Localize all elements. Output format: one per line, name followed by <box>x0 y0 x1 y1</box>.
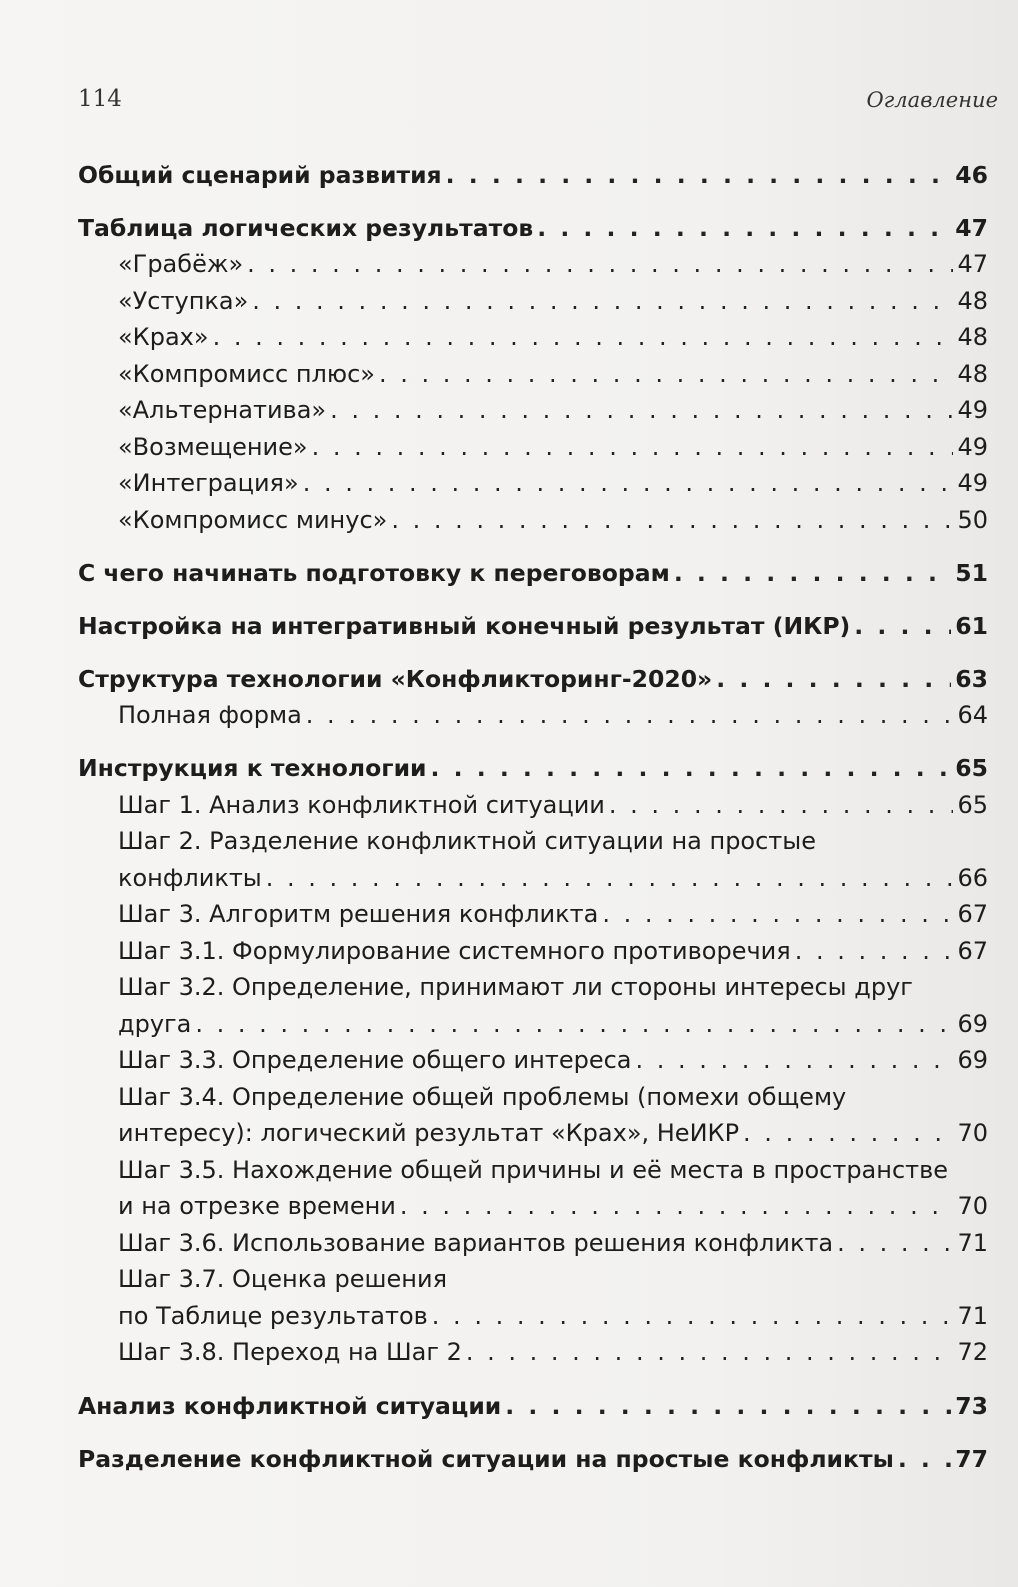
toc-entry-title: «Грабёж» <box>118 250 244 278</box>
toc-entry-page: 49 <box>957 433 988 461</box>
toc-entry-title: Структура технологии «Конфликторинг-2020» <box>78 665 713 693</box>
toc-entry-title: друга <box>118 1010 192 1038</box>
toc-entry-page: 69 <box>957 1010 988 1038</box>
leader-dots <box>379 356 953 393</box>
toc-entry-title: Анализ конфликтной ситуации <box>78 1392 502 1420</box>
toc-entry <box>78 555 988 592</box>
toc-entry-page: 70 <box>957 1192 988 1220</box>
toc-entry-page: 70 <box>957 1119 988 1147</box>
leader-dots <box>446 157 952 194</box>
leader-dots <box>716 661 951 698</box>
toc-entry-page: 71 <box>957 1229 988 1257</box>
toc-entry-title: конфликты <box>118 864 262 892</box>
leader-dots <box>306 697 954 734</box>
toc-entry <box>118 465 988 502</box>
toc-entry-title: по Таблице результатов <box>118 1302 428 1330</box>
toc-entry-title-line1: Шаг 3.2. Определение, принимают ли стороны интересы друг <box>118 973 913 1001</box>
leader-dots <box>837 1225 953 1262</box>
toc-entry <box>118 319 988 356</box>
leader-dots <box>195 1006 953 1043</box>
leader-dots <box>431 750 952 787</box>
toc-entry <box>118 356 988 393</box>
toc-entry-page: 73 <box>955 1392 988 1420</box>
page-header <box>78 86 998 120</box>
toc-entry <box>118 1006 988 1043</box>
leader-dots <box>266 860 954 897</box>
leader-dots <box>795 933 954 970</box>
toc-entry <box>78 210 988 247</box>
toc-entry-title: Шаг 3.6. Использование вариантов решения конфликта <box>118 1229 834 1257</box>
leader-dots <box>213 319 954 356</box>
toc-entry-title: «Альтернатива» <box>118 396 327 424</box>
toc-entry-title-line1: Шаг 3.5. Нахождение общей причины и её места в пространстве <box>118 1156 949 1184</box>
toc-entry <box>118 860 988 897</box>
leader-dots <box>252 283 953 320</box>
toc-entry <box>118 1225 988 1262</box>
toc-entry-title: Полная форма <box>118 701 302 729</box>
toc-entry-page: 66 <box>957 864 988 892</box>
toc-entry-title: Разделение конфликтной ситуации на простые конфликты <box>78 1445 894 1473</box>
leader-dots <box>400 1188 954 1225</box>
toc-entry <box>118 246 988 283</box>
toc-entry <box>118 697 988 734</box>
toc-entry-title: интересу): логический результат «Крах», НеИКР <box>118 1119 740 1147</box>
leader-dots <box>303 465 954 502</box>
toc-entry <box>78 1441 988 1478</box>
leader-dots <box>247 246 953 283</box>
toc-entry-page: 61 <box>955 612 988 640</box>
toc-entry <box>118 283 988 320</box>
leader-dots <box>898 1441 951 1478</box>
leader-dots <box>537 210 951 247</box>
toc-entry-page: 48 <box>957 287 988 315</box>
page-number: 114 <box>78 86 122 112</box>
toc-entry-title: Шаг 3.1. Формулирование системного противоречия <box>118 937 791 965</box>
toc-entry <box>118 429 988 466</box>
toc-entry-title: Шаг 3. Алгоритм решения конфликта <box>118 900 599 928</box>
toc-entry-title-line1: Шаг 3.7. Оценка решения <box>118 1265 448 1293</box>
toc-entry-page: 48 <box>957 323 988 351</box>
toc-entry-title: Шаг 3.3. Определение общего интереса <box>118 1046 632 1074</box>
toc-entry-title-line1: Шаг 3.4. Определение общей проблемы (помехи общему <box>118 1083 847 1111</box>
toc-entry-page: 72 <box>957 1338 988 1366</box>
leader-dots <box>312 429 954 466</box>
toc-entry-title: «Компромисс минус» <box>118 506 388 534</box>
toc-entry <box>118 896 988 933</box>
toc-entry <box>78 608 988 645</box>
leader-dots <box>466 1334 954 1371</box>
toc-entry <box>78 750 988 787</box>
leader-dots <box>743 1115 953 1152</box>
toc-entry <box>118 1334 988 1371</box>
toc-entry-page: 69 <box>957 1046 988 1074</box>
toc-entry-title-line1: Шаг 2. Разделение конфликтной ситуации на простые <box>118 827 817 855</box>
toc-entry-page: 51 <box>955 559 988 587</box>
leader-dots <box>854 608 951 645</box>
toc-entry-title: Инструкция к технологии <box>78 754 427 782</box>
toc-entry <box>118 1298 988 1335</box>
toc-entry <box>78 661 988 698</box>
toc-entry <box>118 1042 988 1079</box>
toc-entry-page: 49 <box>957 469 988 497</box>
toc-entry-page: 64 <box>957 701 988 729</box>
toc-entry-page: 67 <box>957 900 988 928</box>
leader-dots <box>635 1042 953 1079</box>
toc-entry-title: Шаг 1. Анализ конфликтной ситуации <box>118 791 605 819</box>
toc-entry-page: 65 <box>955 754 988 782</box>
toc-entry-page: 50 <box>957 506 988 534</box>
leader-dots <box>609 787 954 824</box>
leader-dots <box>391 502 953 539</box>
leader-dots <box>505 1388 951 1425</box>
toc-entry <box>118 787 988 824</box>
toc-entry <box>118 1188 988 1225</box>
leader-dots <box>674 555 951 592</box>
leader-dots <box>432 1298 954 1335</box>
toc-entry <box>118 1115 988 1152</box>
toc-entry-page: 65 <box>957 791 988 819</box>
toc-entry-title: «Крах» <box>118 323 209 351</box>
toc-entry <box>78 157 988 194</box>
toc-entry-title: «Возмещение» <box>118 433 308 461</box>
leader-dots <box>602 896 953 933</box>
toc-entry-page: 46 <box>955 161 988 189</box>
toc-entry-page: 63 <box>955 665 988 693</box>
toc-entry-page: 77 <box>955 1445 988 1473</box>
toc-entry-title: «Уступка» <box>118 287 249 315</box>
toc-entry <box>118 933 988 970</box>
toc-entry-title: Настройка на интегративный конечный результат (ИКР) <box>78 612 851 640</box>
toc-entry-page: 48 <box>957 360 988 388</box>
toc-entry-page: 47 <box>955 214 988 242</box>
toc-entry-title: Общий сценарий развития <box>78 161 442 189</box>
toc-entry-page: 67 <box>957 937 988 965</box>
toc-entry-page: 71 <box>957 1302 988 1330</box>
running-title: Оглавление <box>866 88 998 112</box>
toc-entry-page: 47 <box>957 250 988 278</box>
toc-entry-title: и на отрезке времени <box>118 1192 396 1220</box>
toc-entry-page: 49 <box>957 396 988 424</box>
toc-entry-title: «Компромисс плюс» <box>118 360 375 388</box>
toc-entry-title: Таблица логических результатов <box>78 214 534 242</box>
toc-entry <box>78 1388 988 1425</box>
toc-entry <box>118 392 988 429</box>
toc-entry-title: «Интеграция» <box>118 469 299 497</box>
toc-entry-title: Шаг 3.8. Переход на Шаг 2 <box>118 1338 462 1366</box>
leader-dots <box>330 392 953 429</box>
toc-entry-title: С чего начинать подготовку к переговорам <box>78 559 670 587</box>
toc-entry <box>118 502 988 539</box>
